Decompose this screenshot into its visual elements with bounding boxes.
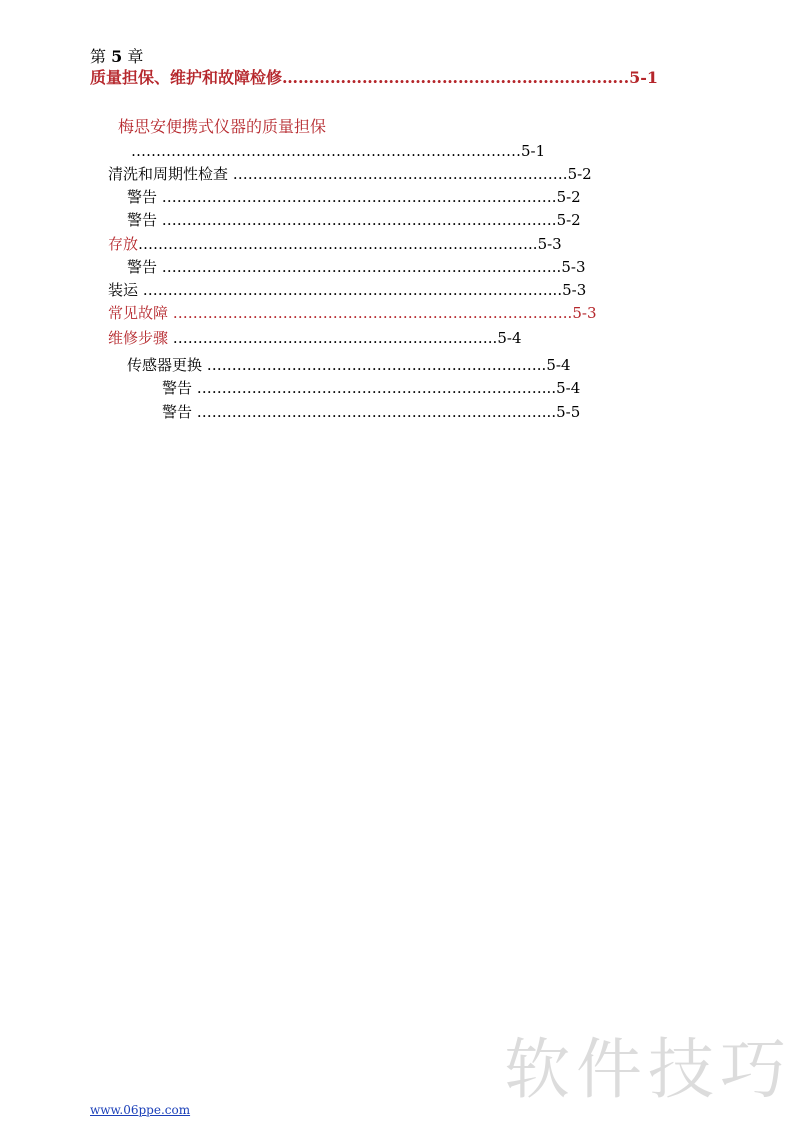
chapter-prefix: 第 [90, 47, 107, 66]
toc-heading-leader: ……………………………………………………….. [282, 68, 630, 87]
toc-entry-page: 5-5 [556, 403, 581, 421]
toc-entry-title: 警告 [162, 379, 197, 397]
toc-entry[interactable] [127, 187, 688, 207]
toc-entry-title: 警告 [127, 211, 162, 229]
toc-entry-leader: …………………………………………………………………… [131, 142, 521, 160]
chapter-label [90, 47, 143, 67]
toc-entry-leader: ……………………………………………………………………. [161, 188, 557, 206]
toc-entry-page: 5-3 [562, 281, 587, 299]
toc-entry[interactable] [127, 210, 688, 230]
toc-entry[interactable] [108, 234, 682, 254]
toc-entry[interactable] [162, 378, 688, 398]
toc-entry-leader: ……………………………………………………………... [196, 403, 557, 421]
toc-entry-title: 维修步骤 [108, 329, 173, 347]
toc-entry-title: 传感器更换 [127, 356, 207, 374]
toc-entry-title: 警告 [162, 403, 197, 421]
toc-entry-leader: …………………………………………………………………….. [161, 258, 562, 276]
toc-entry[interactable] [108, 328, 654, 348]
toc-heading-title: 质量担保、维护和故障检修 [90, 68, 283, 87]
toc-entry-page: 5-3 [561, 258, 586, 276]
toc-entry-leader: …………………………………………………………………….. [138, 235, 538, 253]
toc-section-title[interactable]: 梅思安便携式仪器的质量担保 [118, 117, 327, 136]
chapter-suffix: 章 [127, 47, 144, 66]
toc-entry-page: 5-2 [556, 188, 581, 206]
toc-entry-title: 装运 [108, 281, 143, 299]
toc-entry-leader: ……………………………………………………………………. [161, 211, 557, 229]
toc-entry-page: 5-1 [521, 142, 546, 160]
toc-entry-leader: ……………………………………………………….. [172, 329, 498, 347]
toc-entry-title: 警告 [127, 188, 162, 206]
toc-entry-page: 5-2 [567, 165, 592, 183]
footer-website-link[interactable]: www.06ppe.com [90, 1103, 191, 1117]
toc-entry-leader: ………………………………………………………….. [206, 356, 547, 374]
toc-entry-title: 警告 [127, 258, 162, 276]
toc-entry-title: 存放 [108, 235, 139, 253]
toc-entry-title: 常见故障 [108, 304, 173, 322]
toc-entry[interactable] [127, 355, 688, 375]
toc-entry-page: 5-4 [556, 379, 581, 397]
watermark-text: 软件技巧 [504, 1031, 792, 1108]
chapter-number: 5 [111, 47, 123, 66]
toc-entry-leader: …………………………………………………………. [232, 165, 568, 183]
toc-entry-page: 5-4 [497, 329, 522, 347]
toc-entry-page: 5-2 [556, 211, 581, 229]
toc-entry[interactable] [162, 402, 688, 422]
toc-entry-page: 5-3 [537, 235, 562, 253]
toc-entry-page: 5-3 [572, 304, 597, 322]
toc-heading-main[interactable] [90, 68, 702, 88]
toc-entry-page: 5-4 [546, 356, 571, 374]
toc-entry[interactable] [131, 141, 636, 161]
toc-entry[interactable] [108, 280, 694, 300]
toc-entry-leader: ……………………………………………………………... [196, 379, 557, 397]
toc-entry[interactable] [127, 257, 688, 277]
toc-entry[interactable] [108, 164, 688, 184]
toc-entry-leader: …………………………………………………………………….. [172, 304, 573, 322]
toc-entry[interactable] [108, 303, 694, 323]
toc-entry-leader: ………………………………………………………………………... [142, 281, 563, 299]
toc-entry-title: 清洗和周期性检查 [108, 165, 233, 183]
toc-heading-page: 5-1 [629, 68, 659, 87]
